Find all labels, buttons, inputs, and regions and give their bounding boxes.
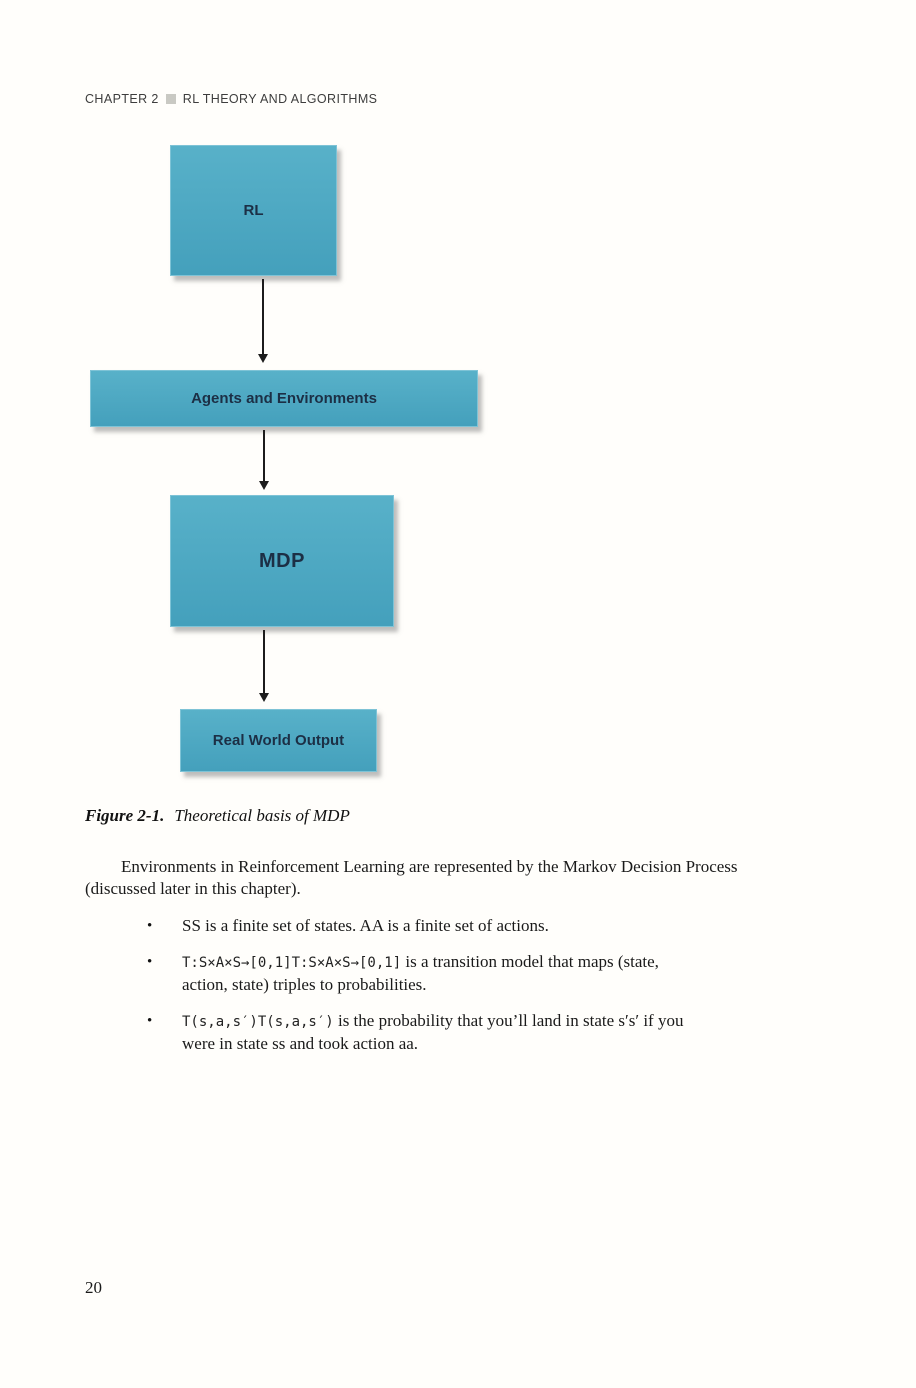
list-item-text: T(s,a,s′)T(s,a,s′) is the probability that you’ll land in state s′s′ if you were in state ss and took action aa. xyxy=(182,1011,684,1053)
list-item xyxy=(147,951,704,996)
chapter-title: RL THEORY AND ALGORITHMS xyxy=(182,92,378,106)
list-item xyxy=(147,1010,704,1055)
list-item-text: SS is a finite set of states. AA is a finite set of actions. xyxy=(182,916,549,935)
figure-caption-label: Figure 2-1. xyxy=(85,806,165,825)
chapter-label: CHAPTER 2 xyxy=(85,92,159,106)
flowchart-figure xyxy=(0,140,916,800)
node-label: Real World Output xyxy=(212,732,345,749)
figure-caption xyxy=(85,806,350,826)
bullet-icon: • xyxy=(147,1013,153,1029)
body-text xyxy=(85,856,801,1069)
node-label: Agents and Environments xyxy=(191,390,377,407)
down-arrow-icon xyxy=(259,630,269,702)
section-marker-icon xyxy=(166,94,176,104)
flowchart-node-mdp xyxy=(170,495,394,627)
flowchart-node-real-world-output xyxy=(180,709,377,772)
figure-caption-text: Theoretical basis of MDP xyxy=(174,806,350,825)
intro-paragraph: Environments in Reinforcement Learning are represented by the Markov Decision Process (discussed later in this chapter). xyxy=(85,857,738,898)
node-label: MDP xyxy=(259,549,305,572)
list-item xyxy=(147,915,704,937)
bullet-icon: • xyxy=(147,918,153,934)
down-arrow-icon xyxy=(259,430,269,490)
bullet-list xyxy=(147,915,801,1055)
list-item-text: T:S×A×S→[0,1]T:S×A×S→[0,1] is a transition model that maps (state, action, state) triples to probabilities. xyxy=(182,952,659,994)
running-head xyxy=(85,92,377,106)
bullet-icon: • xyxy=(147,954,153,970)
flowchart-node-agents-environments xyxy=(90,370,478,427)
node-label: RL xyxy=(243,202,264,219)
down-arrow-icon xyxy=(258,279,268,363)
flowchart-node-rl xyxy=(170,145,337,276)
page-number: 20 xyxy=(85,1278,102,1297)
